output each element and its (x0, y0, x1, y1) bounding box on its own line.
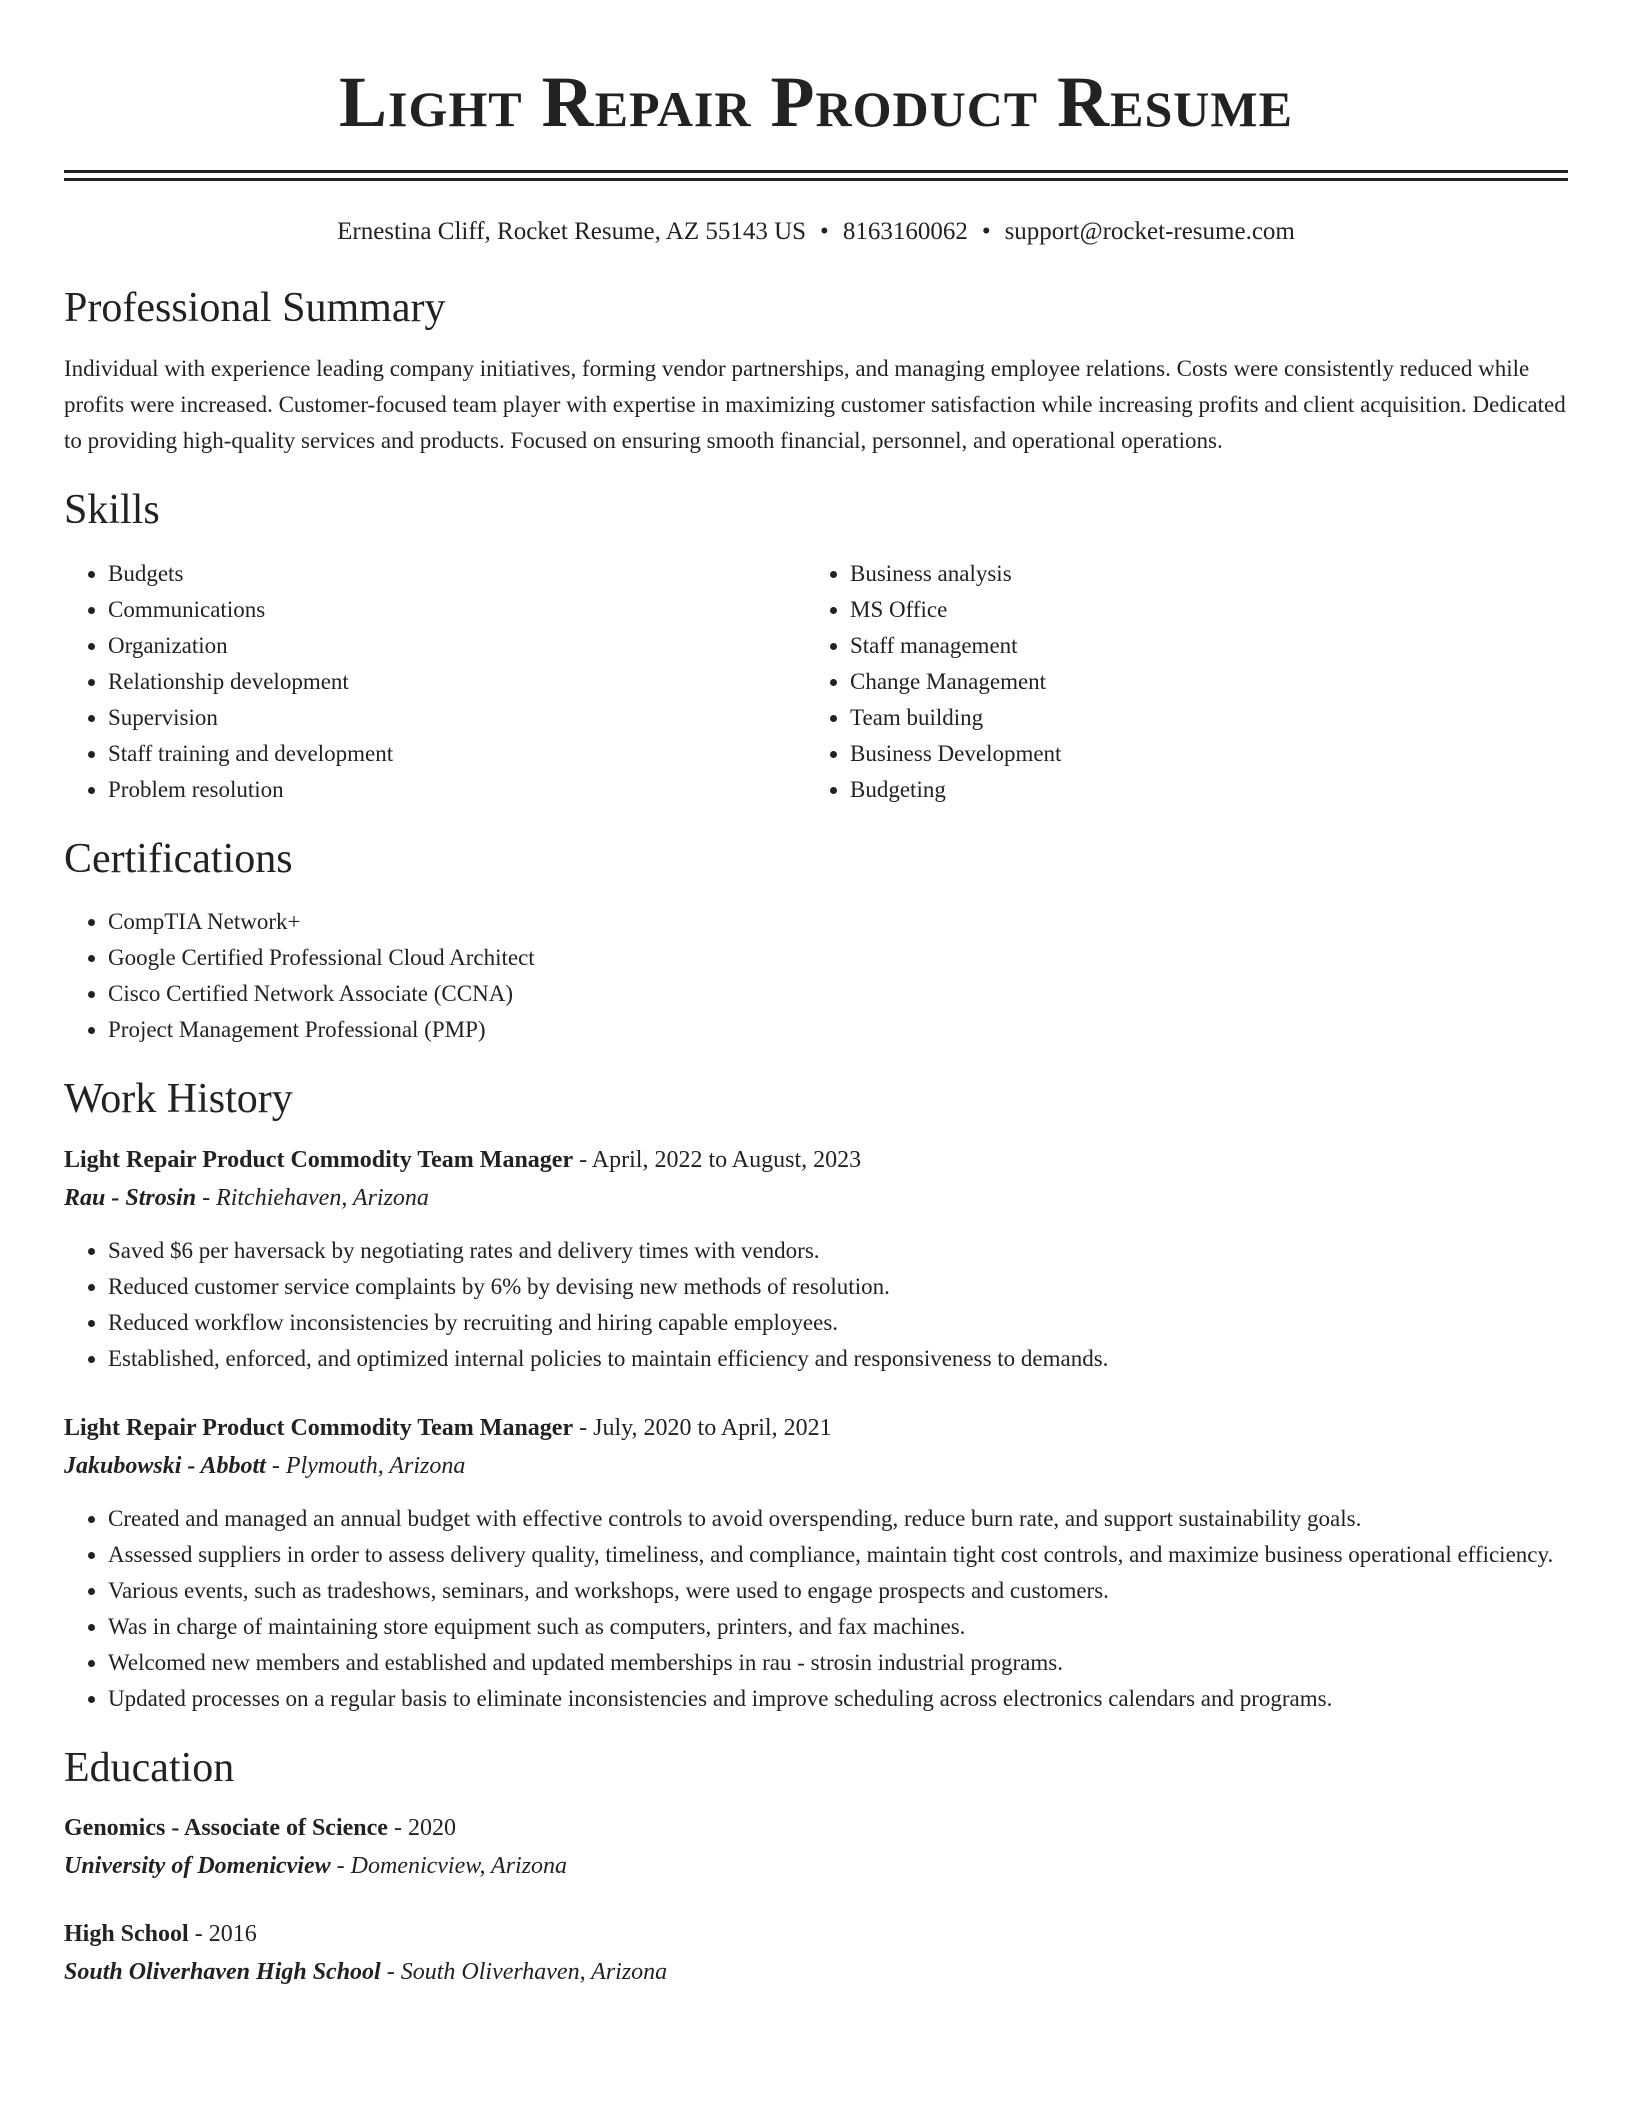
skills-section (64, 485, 1568, 807)
skills-column-left (64, 556, 806, 808)
job-title: Light Repair Product Commodity Team Manager (64, 1414, 574, 1441)
degree-year: 2020 (407, 1814, 456, 1841)
degree-line: Genomics - Associate of Science - 2020 (64, 1814, 456, 1841)
certifications-list (64, 904, 1568, 1048)
job-location: Ritchiehaven, Arizona (216, 1184, 429, 1211)
contact-phone: 8163160062 (842, 218, 968, 245)
job-bullets (64, 1501, 1568, 1717)
certifications-heading: Certifications (64, 835, 293, 882)
job-bullets (64, 1233, 1568, 1377)
list-item: • Cisco Certified Network Associate (CCNA) (108, 976, 1568, 1012)
school-line: South Oliverhaven High School - South Oliverhaven, Arizona (64, 1958, 668, 1985)
list-item: • Budgets (108, 556, 806, 592)
title-divider (64, 170, 1568, 181)
list-item: • Created and managed an annual budget with effective controls to avoid overspending, reduce burn rate, and support sustainability goals. (108, 1501, 1568, 1537)
summary-heading: Professional Summary (64, 285, 446, 331)
list-item: • Business Development (850, 736, 1548, 772)
skills-grid (64, 556, 1568, 808)
list-item: • CompTIA Network+ (108, 904, 1568, 940)
school-line: University of Domenicview - Domenicview, Arizona (64, 1852, 568, 1879)
summary-text: Individual with experience leading company initiatives, forming vendor partnerships, and managing employee relations. Costs were consistently reduced while profits were increased. Customer-focused team player with expertise in maximizing customer satisfaction while increasing profits and client acquisition. Dedicated to providing high-quality services and products. Focused on ensuring smooth financial, personnel, and operational operations. (64, 356, 1566, 454)
list-item: • Supervision (108, 700, 806, 736)
contact-separator: • (981, 218, 991, 245)
degree-name: Genomics - Associate of Science (64, 1814, 388, 1841)
contact-separator: • (820, 218, 829, 245)
contact-address: Ernestina Cliff, Rocket Resume, AZ 55143 US (337, 218, 807, 245)
list-item: • Saved $6 per haversack by negotiating rates and delivery times with vendors. (108, 1233, 1568, 1269)
list-item: • Communications (108, 592, 806, 628)
list-item: • Established, enforced, and optimized internal policies to maintain efficiency and responsiveness to demands. (108, 1341, 1568, 1377)
list-item: • Assessed suppliers in order to assess delivery quality, timeliness, and compliance, maintain tight cost controls, and maximize business operational efficiency. (108, 1537, 1568, 1573)
list-item: • Updated processes on a regular basis to eliminate inconsistencies and improve scheduling across electronics calendars and programs. (108, 1681, 1568, 1717)
job-title: Light Repair Product Commodity Team Manager (64, 1146, 574, 1173)
list-item: • Budgeting (850, 772, 1548, 808)
contact-line (64, 217, 1568, 247)
contact-email: support@rocket-resume.com (1004, 218, 1295, 245)
job-dates: July, 2020 to April, 2021 (593, 1414, 832, 1441)
list-item: • Staff training and development (108, 736, 806, 772)
list-item: • Problem resolution (108, 772, 806, 808)
education-entry (64, 1915, 1568, 1991)
list-item: • Was in charge of maintaining store equipment such as computers, printers, and fax machines. (108, 1609, 1568, 1645)
education-section (64, 1743, 1568, 1991)
list-item: • Reduced customer service complaints by 6% by devising new methods of resolution. (108, 1269, 1568, 1305)
job-company-line: Rau - Strosin - Ritchiehaven, Arizona (64, 1184, 429, 1211)
skills-list-left (64, 556, 806, 808)
skills-column-right (806, 556, 1548, 808)
list-item: • Project Management Professional (PMP) (108, 1012, 1568, 1048)
list-item: • Reduced workflow inconsistencies by recruiting and hiring capable employees. (108, 1305, 1568, 1341)
job-title-line: Light Repair Product Commodity Team Manager - July, 2020 to April, 2021 (64, 1414, 832, 1441)
job-company: Rau - Strosin (64, 1184, 197, 1211)
list-item: • Google Certified Professional Cloud Architect (108, 940, 1568, 976)
job-company: Jakubowski - Abbott (64, 1452, 266, 1479)
degree-year: 2016 (208, 1920, 257, 1947)
school-name: University of Domenicview (64, 1852, 331, 1879)
list-item: • MS Office (850, 592, 1548, 628)
certifications-section (64, 834, 1568, 1048)
degree-name: High School (64, 1920, 189, 1947)
list-item: • Business analysis (850, 556, 1548, 592)
skills-list-right (806, 556, 1548, 808)
list-item: • Various events, such as tradeshows, seminars, and workshops, were used to engage prospects and customers. (108, 1573, 1568, 1609)
school-location: South Oliverhaven, Arizona (400, 1958, 668, 1985)
education-entry (64, 1809, 1568, 1885)
list-item: • Change Management (850, 664, 1548, 700)
degree-line: High School - 2016 (64, 1920, 257, 1947)
list-item: • Relationship development (108, 664, 806, 700)
resume-title: Light Repair Product Resume (339, 62, 1293, 142)
summary-section (64, 283, 1568, 459)
skills-heading: Skills (64, 487, 160, 534)
job-entry (64, 1141, 1568, 1377)
work-history-heading: Work History (64, 1076, 293, 1123)
job-entry (64, 1409, 1568, 1717)
job-title-line: Light Repair Product Commodity Team Manager - April, 2022 to August, 2023 (64, 1146, 862, 1173)
work-history-section (64, 1074, 1568, 1716)
job-location: Plymouth, Arizona (285, 1452, 466, 1479)
education-heading: Education (64, 1744, 235, 1791)
job-company-line: Jakubowski - Abbott - Plymouth, Arizona (64, 1452, 466, 1479)
school-name: South Oliverhaven High School (64, 1958, 381, 1985)
list-item: • Organization (108, 628, 806, 664)
list-item: • Team building (850, 700, 1548, 736)
list-item: • Welcomed new members and established and updated memberships in rau - strosin industrial programs. (108, 1645, 1568, 1681)
school-location: Domenicview, Arizona (350, 1852, 568, 1879)
job-dates: April, 2022 to August, 2023 (591, 1146, 862, 1173)
list-item: • Staff management (850, 628, 1548, 664)
